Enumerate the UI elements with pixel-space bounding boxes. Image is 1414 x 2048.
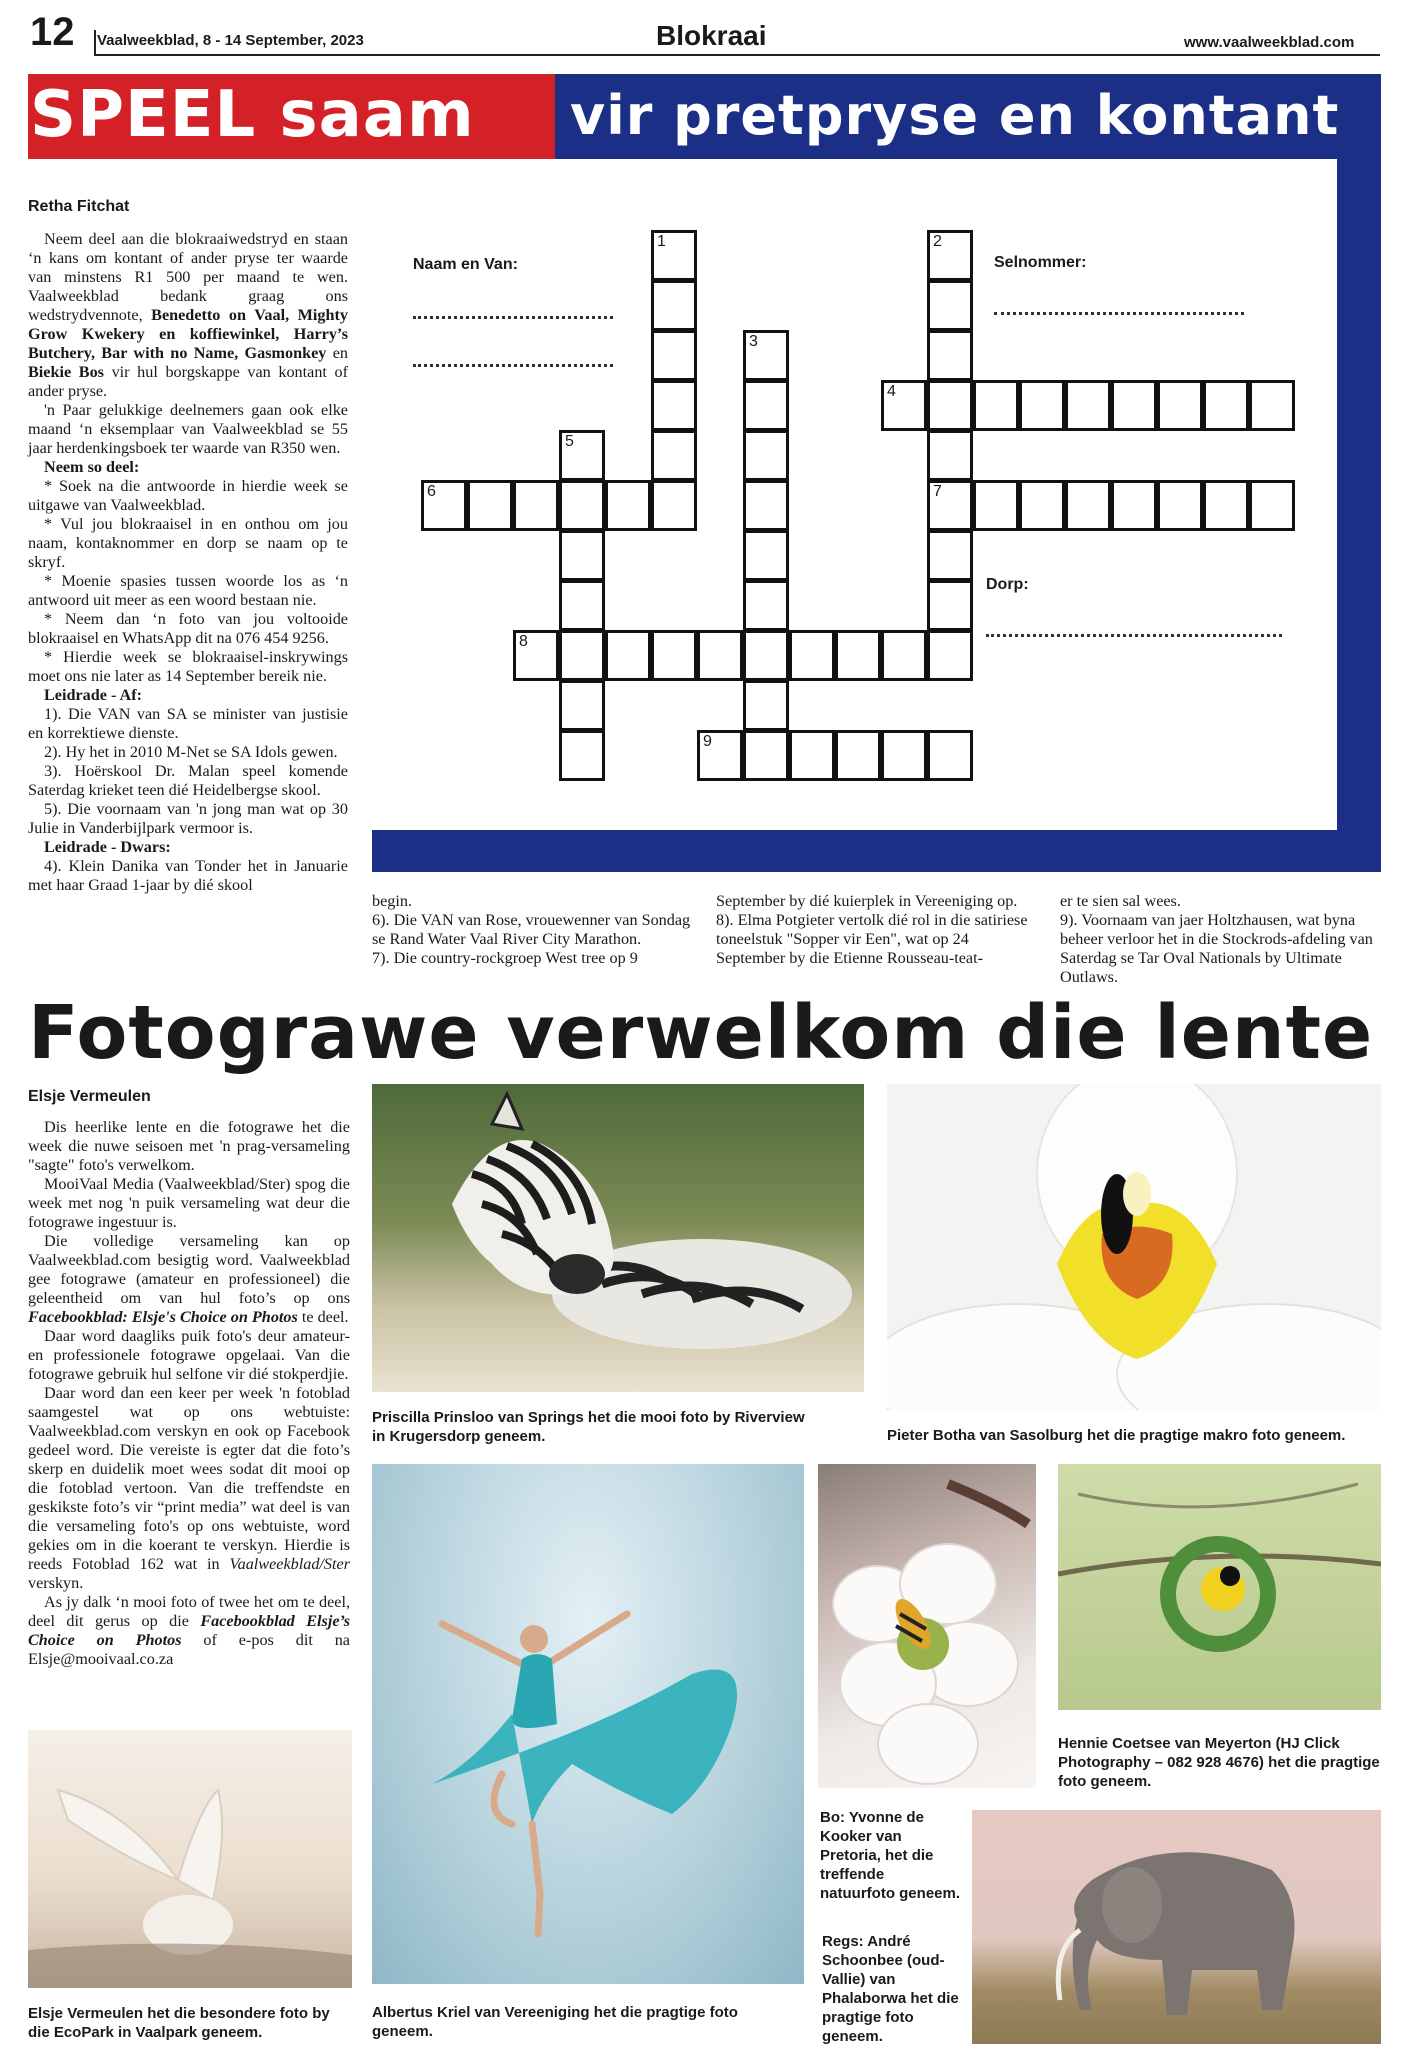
body-paragraph: Daar word dan een keer per week 'n fotoblad saamgestel wat op ons webtuiste: Vaalweekblad.com verskyn en ook op Facebook gedeel word. Die vereiste is egter dat die foto’s skerp en duidelik moet wees sodat dit mooi op die fotoblad vertoon. Van die treffendste en geskikste foto’s vir “print media” wat deel is van die versameling foto's op ons webtuiste, word gekies om in die koerant te verskyn. Hierdie is reeds Fotoblad 162 wat in Vaalweekblad/Ster verskyn. <box>28 1384 350 1592</box>
crossword-cell[interactable] <box>789 630 835 681</box>
across-clue: 4). Klein Danika van Tonder het in Januarie met haar Graad 1-jaar by dié skool <box>28 857 348 894</box>
town-line[interactable] <box>986 634 1282 637</box>
weaver-bird-photo <box>1058 1464 1381 1710</box>
dancer-photo <box>372 1464 804 1984</box>
crossword-cell[interactable] <box>1203 480 1249 531</box>
dancer-caption: Albertus Kriel van Vereeniging het die pragtige foto geneem. <box>372 2004 738 2040</box>
name-line-1[interactable] <box>413 316 613 319</box>
crossword-cell[interactable] <box>743 430 789 481</box>
crossword-cell[interactable] <box>559 530 605 581</box>
bee-caption: Bo: Yvonne de Kooker van Pretoria, het die treffende natuurfoto geneem. <box>820 1809 961 1902</box>
down-clue: 2). Hy het in 2010 M-Net se SA Idols gewen. <box>44 743 338 761</box>
clue-number: 8 <box>519 633 528 650</box>
crossword-cell[interactable] <box>1019 480 1065 531</box>
how-to-item: * Soek na die antwoorde in hierdie week se uitgawe van Vaalweekblad. <box>28 477 348 514</box>
how-to-heading: Neem so deel: <box>44 458 140 476</box>
phone-line[interactable] <box>994 312 1244 315</box>
crossword-cell[interactable] <box>559 480 605 531</box>
down-clue: 5). Die voornaam van 'n jong man wat op 30 Julie in Vanderbijlpark vermoor is. <box>28 800 348 837</box>
body-paragraph: As jy dalk ‘n mooi foto of twee het om te deel, deel dit gerus op die Facebookblad Elsje’s Choice on Photos of e-pos dit na Elsje@mooivaal.co.za <box>28 1593 350 1668</box>
body-paragraph: MooiVaal Media (Vaalweekblad/Ster) spog die week met nog 'n puik versameling wat deur die fotograwe ingestuur is. <box>28 1175 350 1231</box>
banner-headline-right: vir pretpryse en kontant <box>570 84 1340 147</box>
zebra-photo <box>372 1084 864 1392</box>
crossword-cell[interactable] <box>927 630 973 681</box>
crossword-cell[interactable] <box>973 380 1019 431</box>
crossword-cell[interactable] <box>651 630 697 681</box>
photo-article-byline: Elsje Vermeulen <box>28 1088 151 1105</box>
crossword-cell[interactable] <box>559 580 605 631</box>
how-to-item: * Vul jou blokraaisel in en onthou om jou naam, kontaknommer en dorp se naam op te skryf. <box>28 515 348 571</box>
crossword-cell[interactable] <box>835 730 881 781</box>
bee-flower-photo <box>818 1464 1036 1788</box>
down-clue: 3). Hoërskool Dr. Malan speel komende Saterdag krieket teen dié Heidelbergse skool. <box>28 762 348 799</box>
crossword-cell[interactable] <box>743 530 789 581</box>
clues-column-2: begin. 6). Die VAN van Rose, vrouewenner van Sondag se Rand Water Vaal River City Marathon. 7). Die country-rockgroep West tree op 9 <box>372 892 691 967</box>
crossword-cell[interactable] <box>881 630 927 681</box>
page-number: 12 <box>30 10 75 54</box>
crossword-cell[interactable] <box>651 280 697 331</box>
crossword-cell[interactable] <box>605 480 651 531</box>
body-paragraph: Daar word daagliks puik foto's deur amateur- en professionele fotograwe opgelaai. Van die fotograwe gebruik hul selfone vir dié stokperdjie. <box>28 1327 350 1383</box>
crossword-cell[interactable] <box>1019 380 1065 431</box>
phone-label: Selnommer: <box>994 254 1087 271</box>
crossword-cell[interactable] <box>1065 480 1111 531</box>
crossword-cell[interactable] <box>1249 480 1295 531</box>
crossword-cell[interactable] <box>513 480 559 531</box>
crossword-cell[interactable] <box>927 280 973 331</box>
bird-caption: Hennie Coetsee van Meyerton (HJ Click Photography – 082 928 4676) het die pragtige foto geneem. <box>1058 1735 1380 1790</box>
down-clues-heading: Leidrade - Af: <box>44 686 143 704</box>
clue-number: 7 <box>933 483 942 500</box>
town-label: Dorp: <box>986 576 1029 593</box>
how-to-item: * Hierdie week se blokraaisel-inskrywings moet ons nie later as 14 September bereik nie. <box>28 648 348 685</box>
crossword-frame-bottom <box>372 830 1381 872</box>
across-clues-heading: Leidrade - Dwars: <box>44 838 171 856</box>
crossword-cell[interactable] <box>651 480 697 531</box>
crossword-cell[interactable] <box>605 630 651 681</box>
name-label: Naam en Van: <box>413 256 518 273</box>
issue-date: Vaalweekblad, 8 - 14 September, 2023 <box>97 32 364 49</box>
crossword-cell[interactable] <box>835 630 881 681</box>
crossword-cell[interactable] <box>1249 380 1295 431</box>
clue-number: 3 <box>749 333 758 350</box>
orchid-photo <box>887 1084 1381 1410</box>
clue-number: 6 <box>427 483 436 500</box>
clue-number: 2 <box>933 233 942 250</box>
crossword-cell[interactable] <box>927 730 973 781</box>
clue-number: 9 <box>703 733 712 750</box>
clues-column-4: er te sien sal wees. 9). Voornaam van jaer Holtzhausen, wat byna beheer verloor het in die Stockrods-afdeling van Saterdag se Tar Oval Nationals by Ultimate Outlaws. <box>1060 892 1373 986</box>
crossword-cell[interactable] <box>651 430 697 481</box>
clue-number: 4 <box>887 383 896 400</box>
crossword-cell[interactable] <box>743 480 789 531</box>
crossword-cell[interactable] <box>697 630 743 681</box>
section-title: Blokraai <box>656 20 767 51</box>
clue-number: 1 <box>657 233 666 250</box>
crossword-cell[interactable] <box>789 730 835 781</box>
photo-article-body <box>28 1118 350 1669</box>
crossword-cell[interactable] <box>927 330 973 381</box>
crossword-cell[interactable] <box>743 630 789 681</box>
crossword-cell[interactable] <box>467 480 513 531</box>
down-clue: 1). Die VAN van SA se minister van justisie en korrektiewe dienste. <box>28 705 348 742</box>
crossword-cell[interactable] <box>927 530 973 581</box>
intro-paragraph: Neem deel aan die blokraaiwedstryd en staan ‘n kans om kontant of ander pryse ter waarde van minstens R1 500 per maand te wen. Vaalweekblad bedank graag ons wedstrydvennote, Benedetto on Vaal, Mighty Grow Kwekery en koffiewinkel, Harry’s Butchery, Bar with no Name, Gasmonkey en Biekie Bos vir hul borgskappe van kontant of ander pryse. <box>28 230 348 400</box>
crossword-cell[interactable] <box>559 730 605 781</box>
crossword-cell[interactable] <box>1111 380 1157 431</box>
header-rule <box>94 54 1380 56</box>
crossword-cell[interactable] <box>651 380 697 431</box>
crossword-cell[interactable] <box>927 430 973 481</box>
zebra-caption: Priscilla Prinsloo van Springs het die mooi foto by Riverview in Krugersdorp geneem. <box>372 1409 805 1445</box>
crossword-cell[interactable] <box>973 480 1019 531</box>
crossword-cell[interactable] <box>1157 380 1203 431</box>
crossword-cell[interactable] <box>743 380 789 431</box>
crossword-rules-column <box>28 230 348 895</box>
crossword-cell[interactable] <box>1203 380 1249 431</box>
crossword-byline: Retha Fitchat <box>28 198 130 215</box>
crossword-cell[interactable] <box>651 330 697 381</box>
crossword-frame-right <box>1337 159 1381 872</box>
swan-photo <box>28 1730 352 1988</box>
crossword-cell[interactable] <box>743 580 789 631</box>
how-to-item: * Moenie spasies tussen woorde los as ‘n antwoord uit meer as een woord bestaan nie. <box>28 572 348 609</box>
swan-caption: Elsje Vermeulen het die besondere foto by die EcoPark in Vaalpark geneem. <box>28 2005 330 2041</box>
crossword-cell[interactable] <box>927 380 973 431</box>
prize-paragraph: 'n Paar gelukkige deelnemers gaan ook elke maand ‘n eksemplaar van Vaalweekblad se 55 jaar herdenkingsboek ter waarde van R350 wen. <box>28 401 348 457</box>
photo-page-headline: Fotograwe verwelkom die lente <box>28 990 1374 1076</box>
crossword-cell[interactable] <box>927 580 973 631</box>
crossword-cell[interactable] <box>1111 480 1157 531</box>
crossword-cell[interactable] <box>743 680 789 731</box>
crossword-cell[interactable] <box>1157 480 1203 531</box>
crossword-cell[interactable] <box>559 630 605 681</box>
clues-column-3: September by dié kuierplek in Vereeniging op. 8). Elma Potgieter vertolk dié rol in die satiriese toneelstuk "Sopper vir Een", wat op 24 September by die Etienne Rousseau-teat- <box>716 892 1028 967</box>
elephant-photo <box>972 1810 1381 2044</box>
elephant-caption: Regs: André Schoonbee (oud-Vallie) van Phalaborwa het die pragtige foto geneem. <box>822 1933 959 2045</box>
crossword-cell[interactable] <box>559 680 605 731</box>
clue-number: 5 <box>565 433 574 450</box>
body-paragraph: Dis heerlike lente en die fotograwe het die week die nuwe seisoen met 'n prag-versameling "sagte" foto's verwelkom. <box>28 1118 350 1174</box>
website-link[interactable]: www.vaalweekblad.com <box>1184 34 1355 51</box>
crossword-cell[interactable] <box>743 730 789 781</box>
name-line-2[interactable] <box>413 364 613 367</box>
how-to-item: * Neem dan ‘n foto van jou voltooide blokraaisel en WhatsApp dit na 076 454 9256. <box>28 610 348 647</box>
crossword-cell[interactable] <box>881 730 927 781</box>
header-divider <box>94 30 96 56</box>
crossword-cell[interactable] <box>1065 380 1111 431</box>
orchid-caption: Pieter Botha van Sasolburg het die pragtige makro foto geneem. <box>887 1427 1346 1444</box>
body-paragraph: Die volledige versameling kan op Vaalweekblad.com besigtig word. Vaalweekblad gee fotograwe (amateur en professioneel) die geleentheid om van hul foto’s op ons Facebookblad: Elsje's Choice on Photos te deel. <box>28 1232 350 1326</box>
banner-headline-left: SPEEL saam <box>30 78 475 152</box>
